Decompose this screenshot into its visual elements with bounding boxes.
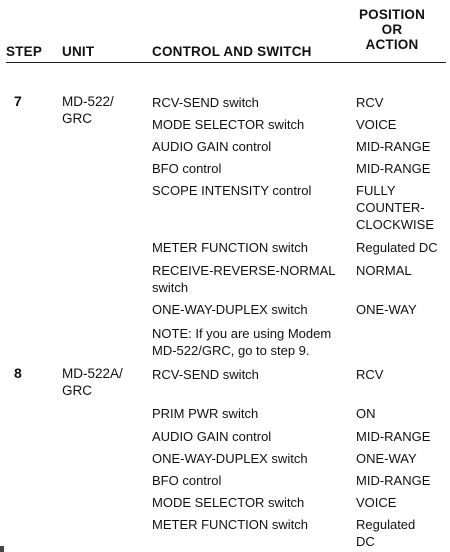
step-7-note: NOTE: If you are using Modem MD-522/GRC, go to step 9. [152,326,332,358]
step-7-control-8: ONE-WAY-DUPLEX switch [152,302,308,317]
step-7-position-7: NORMAL [356,263,412,278]
scan-mark [0,546,4,552]
step-8-control-3: AUDIO GAIN control [152,429,272,444]
step-7-position-6: Regulated DC [356,240,438,255]
step-7-position-8: ONE-WAY [356,302,417,317]
step-7-control-7: RECEIVE-REVERSE-NORMAL switch [152,263,336,295]
header-rule [6,62,446,63]
step-8-position-5: MID-RANGE [356,473,431,488]
step-8-control-2: PRIM PWR switch [152,406,259,421]
step-8-position-7: Regulated DC [356,517,416,549]
step-8-unit: MD-522A/ GRC [62,366,123,398]
step-7-control-1: RCV-SEND switch [152,95,259,110]
step-7-position-2: VOICE [356,117,397,132]
step-8-control-7: METER FUNCTION switch [152,517,308,532]
step-7-position-5: FULLY COUNTER- CLOCKWISE [356,183,435,232]
step-7-control-2: MODE SELECTOR switch [152,117,305,132]
header-step: STEP [6,44,43,59]
step-8-number: 8 [14,365,22,381]
step-8-control-4: ONE-WAY-DUPLEX switch [152,451,308,466]
header-control: CONTROL AND SWITCH [152,44,312,59]
step-8-position-3: MID-RANGE [356,429,431,444]
step-8-control-6: MODE SELECTOR switch [152,495,305,510]
step-7-control-3: AUDIO GAIN control [152,139,272,154]
step-8-position-2: ON [356,406,376,421]
step-7-position-4: MID-RANGE [356,161,431,176]
step-8-position-4: ONE-WAY [356,451,417,466]
step-7-unit: MD-522/ GRC [62,94,114,126]
step-7-position-1: RCV [356,95,384,110]
header-unit: UNIT [62,44,95,59]
step-7-number: 7 [14,93,22,109]
step-8-position-6: VOICE [356,495,397,510]
step-8-position-1: RCV [356,367,384,382]
step-7-control-6: METER FUNCTION switch [152,240,308,255]
header-position: POSITION OR ACTION [358,7,426,52]
step-7-position-3: MID-RANGE [356,139,431,154]
step-7-control-5: SCOPE INTENSITY control [152,183,312,198]
step-8-control-5: BFO control [152,473,222,488]
step-8-control-1: RCV-SEND switch [152,367,259,382]
step-7-control-4: BFO control [152,161,222,176]
